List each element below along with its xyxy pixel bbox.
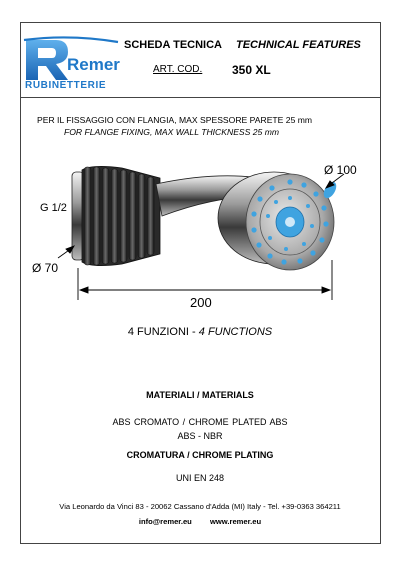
- materials-line-2: ABS - NBR: [177, 431, 223, 441]
- shower-head-face: [246, 174, 339, 270]
- materials-heading: MATERIALI / MATERIALS: [146, 390, 254, 400]
- functions-line: [0, 326, 400, 338]
- logo-subtitle: RUBINETTERIE: [25, 80, 107, 91]
- contacts-line: [0, 517, 400, 526]
- plating-standard: UNI EN 248: [175, 473, 225, 483]
- company-address: Via Leonardo da Vinci 83 - 20062 Cassano d'Adda (MI) Italy - Tel. +39-0363 364211: [59, 502, 341, 511]
- logo-wordmark: Remer: [67, 55, 120, 74]
- title-italian: SCHEDA TECNICA: [124, 39, 222, 51]
- head-diameter-label: Ø 100: [324, 163, 357, 177]
- title-english: TECHNICAL FEATURES: [236, 39, 361, 51]
- article-code-value: 350 XL: [232, 63, 271, 77]
- article-code-label: ART. COD.: [153, 64, 203, 75]
- functions-italian: 4 FUNZIONI -: [127, 326, 199, 338]
- thread-size-label: G 1/2: [40, 202, 67, 214]
- length-label: 200: [190, 295, 212, 310]
- header-divider: [20, 97, 381, 98]
- materials-line-1: ABS CROMATO / CHROME PLATED ABS: [112, 417, 288, 427]
- fixing-note-english: FOR FLANGE FIXING, MAX WALL THICKNESS 25 mm: [64, 127, 280, 137]
- fixing-note-italian: PER IL FISSAGGIO CON FLANGIA, MAX SPESSORE PARETE 25 mm: [37, 115, 313, 125]
- ribbed-cover: [82, 166, 160, 265]
- flange-diameter-label: Ø 70: [32, 261, 59, 275]
- plating-heading: CROMATURA / CHROME PLATING: [126, 450, 274, 460]
- email-link[interactable]: info@remer.eu: [138, 517, 192, 526]
- website-link[interactable]: www.remer.eu: [209, 517, 262, 526]
- functions-english: 4 FUNCTIONS: [198, 326, 273, 338]
